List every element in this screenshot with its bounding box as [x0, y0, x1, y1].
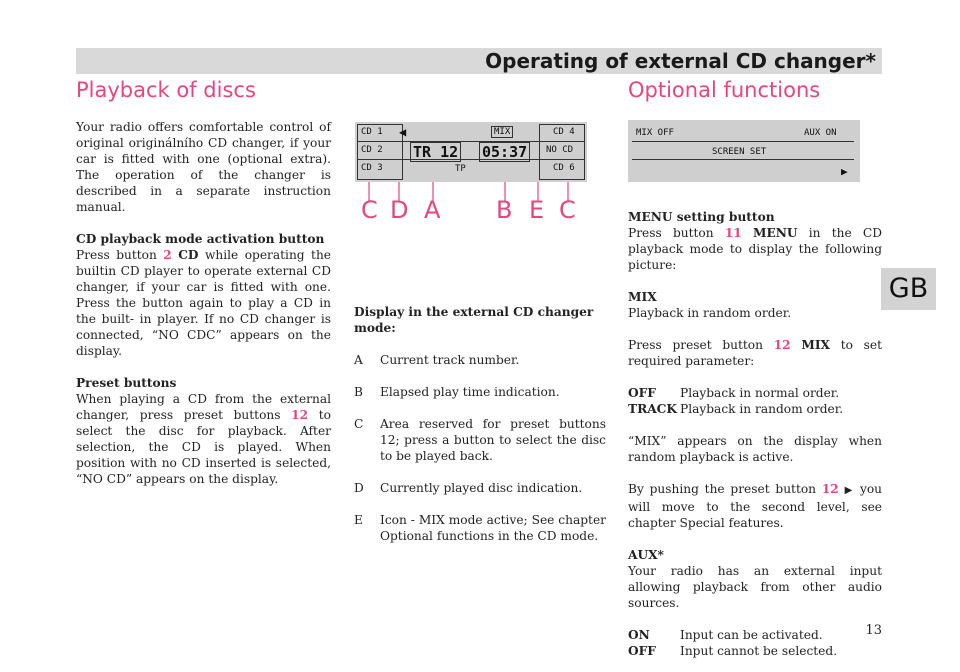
page-title: Operating of external CD changer* [485, 49, 876, 73]
mix-title: MIX [628, 290, 657, 304]
option-off: OFF Playback in normal order. [628, 386, 840, 400]
triangle-left-icon: ◀ [399, 125, 407, 139]
menu-paragraph: Press button 11 MENU in the CD playback mode to display the following picture: [628, 226, 883, 272]
cd-button-title: CD playback mode activation button [76, 232, 325, 246]
preset-paragraph: When playing a CD from the external changer, press preset buttons 12 to select the disc for playback. After selection, the CD is played. When position with no CD inserted is selected, “NO CD” appears on the display. [76, 392, 332, 486]
mix-desc: Playback in random order. [628, 306, 792, 320]
option-aux-off: OFF Input cannot be selected. [628, 644, 838, 658]
intro-paragraph: Your radio offers comfortable control of original originálního CD changer, if your car is fitted with one (optional extra). The operation of the changer is described in a separate instruction manual. [76, 120, 331, 214]
menu-display: MIX OFF AUX ON SCREEN SET ▶ [628, 120, 860, 182]
label-e: E [529, 196, 545, 224]
language-tab: GB [881, 268, 936, 310]
triangle-right-icon: ▶ [841, 165, 848, 178]
option-on: ON Input can be activated. [628, 628, 823, 642]
right-column [628, 209, 882, 659]
legend-item: C Area reserved for preset buttons 12; press a button to select the disc to be played back. [354, 417, 606, 463]
menu-title: MENU setting button [628, 210, 775, 224]
section-heading-optional: Optional functions [628, 78, 821, 102]
cd-changer-display: CD 1 CD 2 CD 3 CD 4 NO CD CD 6 ◀ MIX TR 12 05:37 TP [355, 122, 587, 182]
label-c: C [361, 196, 378, 224]
header-bar [76, 48, 882, 74]
legend-item: D Currently played disc indication. [354, 481, 583, 495]
middle-column [354, 304, 606, 560]
cd-button-paragraph: Press button 2 CD while operating the builtin CD player to operate external CD changer, if your car is fitted with one. Press the button again to play a CD in the built- in player. If no CD changer is connected, “NO CDC” appears on the display. [76, 248, 332, 358]
label-b: B [496, 196, 513, 224]
label-c2: C [559, 196, 576, 224]
legend-item: A Current track number. [354, 353, 520, 367]
aux-title: AUX* [628, 548, 664, 562]
legend-item: E Icon - MIX mode active; See chapter Optional functions in the CD mode. [354, 513, 606, 543]
mix-appears: “MIX” appears on the display when random playback is active. [628, 434, 882, 464]
page-number: 13 [865, 623, 882, 638]
label-d: D [390, 196, 409, 224]
preset-title: Preset buttons [76, 376, 177, 390]
section-heading-playback: Playback of discs [76, 78, 256, 102]
legend-item: B Elapsed play time indication. [354, 385, 560, 399]
aux-desc: Your radio has an external input allowing playback from other audio sources. [628, 564, 882, 610]
push-paragraph: By pushing the preset button 12 ▶ you will move to the second level, see chapter Special features. [628, 482, 883, 530]
press-paragraph: Press preset button 12 MIX to set required parameter: [628, 338, 883, 368]
label-a: A [424, 196, 441, 224]
triangle-right-icon: ▶ [844, 485, 855, 496]
option-track: TRACK Playback in random order. [628, 402, 844, 416]
left-column [76, 119, 331, 503]
display-legend-title: Display in the external CD changer mode: [354, 305, 594, 335]
